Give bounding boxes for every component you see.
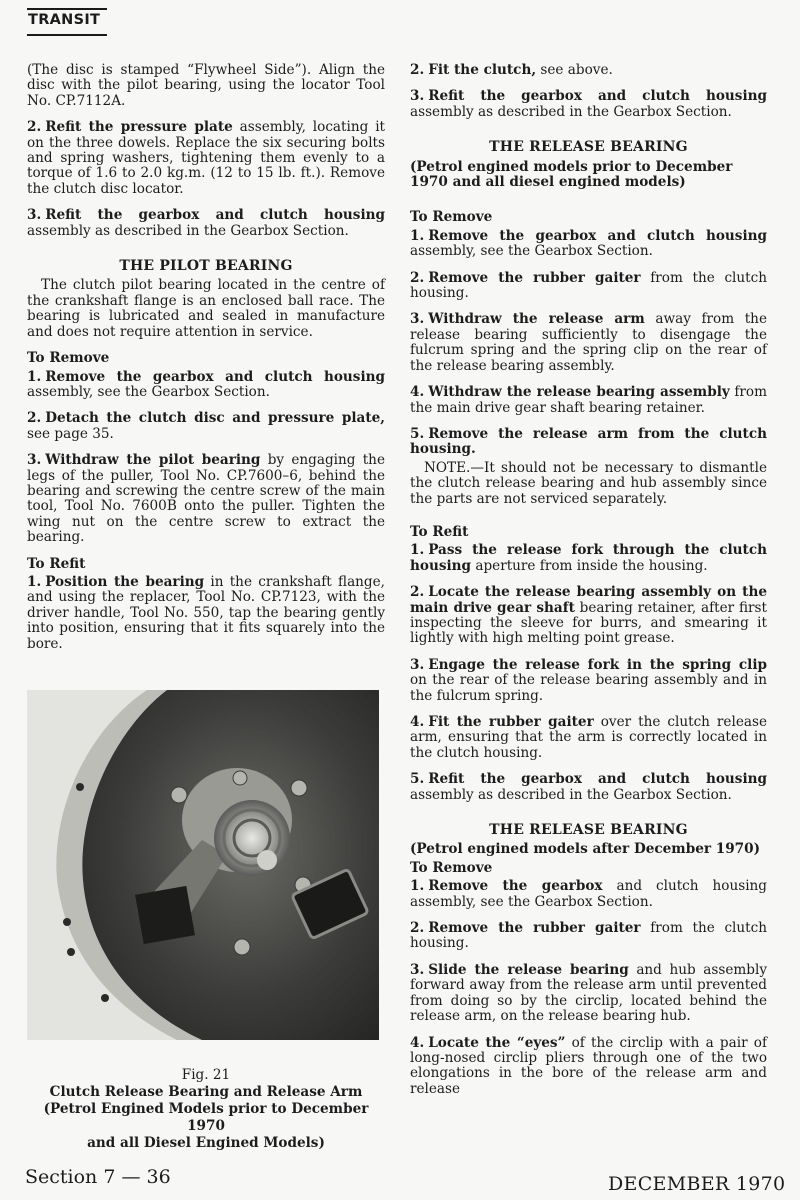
section-title-release-bearing: THE RELEASE BEARING (489, 139, 688, 156)
step: 1. Remove the gearbox and clutch housing assembly, see the Gearbox Section. (410, 227, 767, 260)
step: 1. Position the bearing in the crankshaft flange, and using the replacer, Tool No. CP.7123, with the driver handle, Tool No. 550, tap the bearing gently into position, ensuring that it fits squarely into the bore. (27, 573, 385, 652)
left-column (27, 63, 385, 663)
step: 2. Remove the rubber gaiter from the clutch housing. (410, 920, 767, 952)
step: 2. Fit the clutch, see above. (410, 62, 613, 78)
header-title: TRANSIT (28, 12, 101, 28)
subheading-to-remove: To Remove (410, 859, 493, 876)
clutch-housing-illustration (27, 690, 379, 1040)
page-header (27, 8, 107, 36)
section-qualifier: (Petrol engined models after December 1970) (410, 841, 761, 858)
step: 2. Detach the clutch disc and pressure plate, see page 35. (27, 410, 385, 442)
step: 1. Pass the release fork through the clutch housing aperture from inside the housing. (410, 542, 767, 574)
footer-section-page: Section 7 — 36 (25, 1166, 171, 1188)
subheading-to-remove: To Remove (27, 350, 110, 367)
pilot-intro: The clutch pilot bearing located in the centre of the crankshaft flange is an enclosed ball race. The bearing is lubricated and sealed in manufacture and does not require attention in service. (27, 277, 385, 340)
section-qualifier: (Petrol engined models prior to December 1970 and all diesel engined models) (410, 158, 733, 191)
step: 3. Withdraw the pilot bearing by engaging the legs of the puller, Tool No. CP.7600–6, behind the bearing and screwing the centre screw of the main tool, Tool No. 7600B onto the puller. Tighten the wing nut on the centre screw to extract the bearing. (27, 452, 385, 546)
step: 5. Refit the gearbox and clutch housing assembly as described in the Gearbox Section. (410, 771, 767, 803)
step: 4. Fit the rubber gaiter over the clutch release arm, ensuring that the arm is correctly located in the clutch housing. (410, 714, 767, 761)
clutch-housing-photo (27, 690, 379, 1040)
step: 3. Slide the release bearing and hub assembly forward away from the release arm until prevented from doing so by the circlip, located behind the release arm, on the release bearing hub. (410, 961, 767, 1025)
step: 3. Engage the release fork in the spring clip on the rear of the release bearing assembly and in the fulcrum spring. (410, 656, 767, 704)
subheading-to-refit: To Refit (27, 555, 86, 572)
step: 4. Withdraw the release bearing assembly from the main drive gear shaft bearing retainer. (410, 384, 767, 416)
figure-caption-line: (Petrol Engined Models prior to December 1970 (43, 1101, 369, 1134)
step: 2. Refit the pressure plate assembly, locating it on the three dowels. Replace the six securing bolts and spring washers, tightening them evenly to a torque of 1.6 to 2.0 kg.m. (12 to 15 lb. ft.). Remove the clutch disc locator. (27, 119, 386, 197)
step: 2. Locate the release bearing assembly on the main drive gear shaft bearing retainer, after first inspecting the sleeve for burrs, and smearing it lightly with high melting point grease. (410, 584, 767, 647)
step: 3. Refit the gearbox and clutch housing assembly as described in the Gearbox Section. (410, 88, 767, 120)
section-title-release-bearing-2: THE RELEASE BEARING (489, 822, 688, 839)
figure-label: Fig. 21 (181, 1067, 231, 1083)
header-rule-bottom (27, 34, 107, 36)
section-title-pilot-bearing: THE PILOT BEARING (119, 258, 293, 275)
step: 5. Remove the release arm from the clutch housing. (410, 425, 767, 458)
figure-caption (27, 1067, 385, 1152)
right-column (410, 63, 767, 1108)
step: 3. Withdraw the release arm away from the release bearing sufficiently to disengage the fulcrum spring and the spring clip on the rear of the release bearing assembly. (410, 311, 767, 374)
footer-date: DECEMBER 1970 (608, 1173, 786, 1195)
step: 1. Remove the gearbox and clutch housing assembly, see the Gearbox Section. (410, 878, 767, 910)
subheading-to-refit: To Refit (410, 523, 469, 540)
step: 2. Remove the rubber gaiter from the clutch housing. (410, 269, 767, 302)
step: 1. Remove the gearbox and clutch housing assembly, see the Gearbox Section. (27, 368, 385, 400)
intro-paragraph: (The disc is stamped “Flywheel Side”). Align the disc with the pilot bearing, using the locator Tool No. CP.7112A. (27, 62, 385, 109)
step: 4. Locate the “eyes” of the circlip with a pair of long-nosed circlip pliers through one of the two elongations in the bore of the release arm and release (410, 1034, 767, 1097)
step: 3. Refit the gearbox and clutch housing assembly as described in the Gearbox Section. (27, 207, 385, 239)
figure-caption-line: Clutch Release Bearing and Release Arm (49, 1084, 363, 1100)
figure-caption-line: and all Diesel Engined Models) (87, 1135, 325, 1151)
note-paragraph: NOTE.—It should not be necessary to dismantle the clutch release bearing and hub assembly since the parts are not serviced separately. (410, 459, 767, 507)
subheading-to-remove: To Remove (410, 209, 493, 226)
